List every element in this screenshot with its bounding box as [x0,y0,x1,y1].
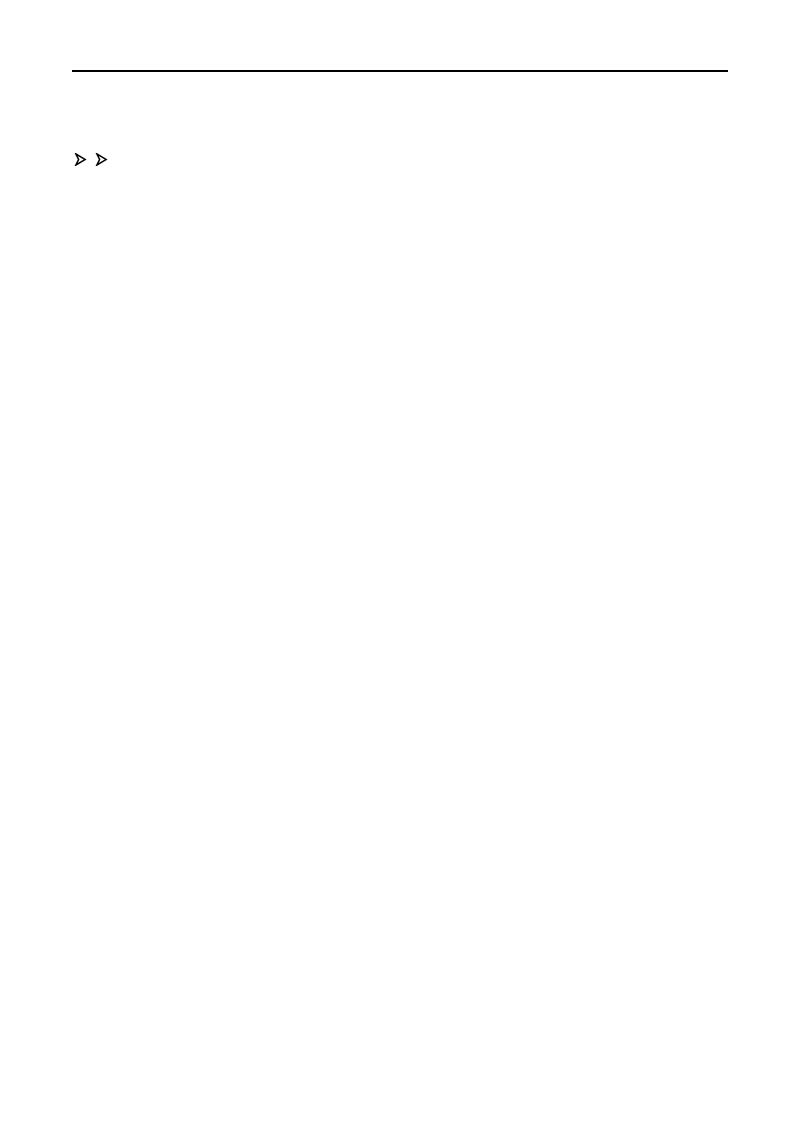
section-title [72,106,736,146]
header-rule [72,70,728,72]
arrow-right-icon [74,153,87,166]
flow-arrows [72,148,736,170]
arrow-right-icon [95,153,108,166]
document-body [72,92,736,170]
